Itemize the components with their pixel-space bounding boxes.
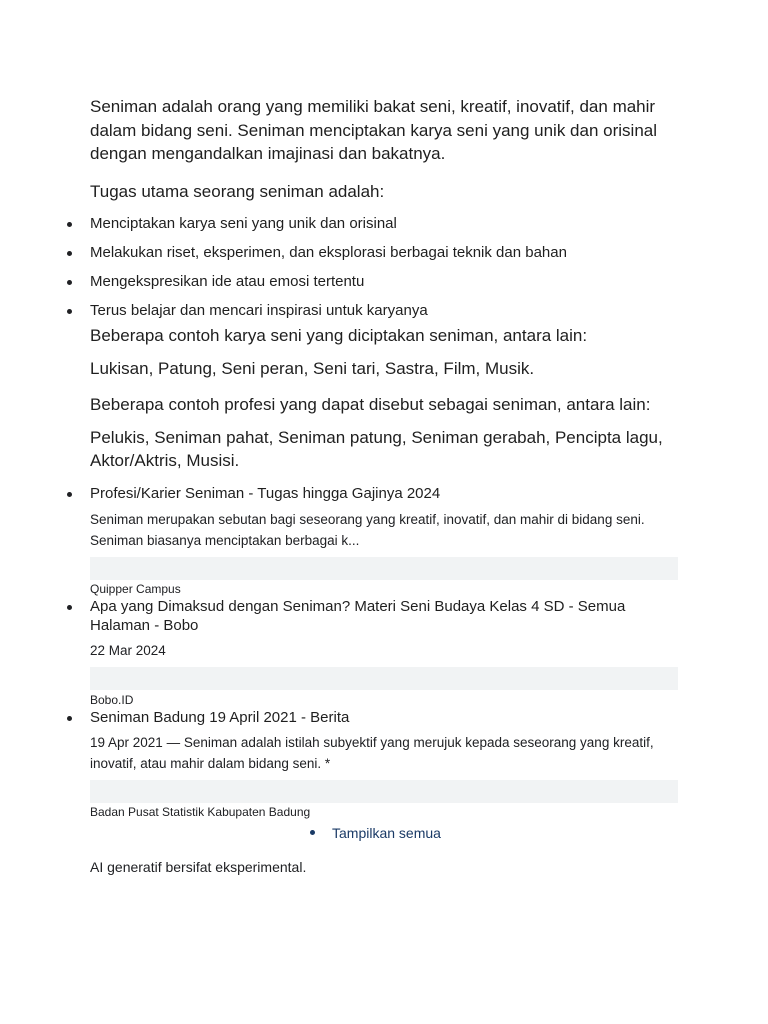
source-divider	[90, 780, 678, 803]
bullet-icon	[67, 605, 72, 610]
source-site: Quipper Campus	[90, 582, 181, 596]
artworks-heading: Beberapa contoh karya seni yang diciptakan seniman, antara lain:	[90, 326, 588, 345]
source-snippet-line: 19 Apr 2021 — Seniman adalah istilah subyektif yang merujuk kepada seseorang yang kreatif,	[90, 735, 654, 750]
bullet-icon	[67, 716, 72, 721]
professions-line-2: Aktor/Aktris, Musisi.	[90, 451, 240, 470]
source-divider	[90, 667, 678, 690]
task-item: Melakukan riset, eksperimen, dan eksplorasi berbagai teknik dan bahan	[90, 244, 567, 261]
ai-disclaimer: AI generatif bersifat eksperimental.	[90, 859, 307, 875]
bullet-icon	[67, 251, 72, 256]
professions-heading: Beberapa contoh profesi yang dapat disebut sebagai seniman, antara lain:	[90, 395, 651, 414]
source-title[interactable]: Profesi/Karier Seniman - Tugas hingga Gajinya 2024	[90, 485, 441, 502]
intro-paragraph-line-2: dalam bidang seni. Seniman menciptakan karya seni yang unik dan orisinal	[90, 121, 658, 140]
source-snippet-line: 22 Mar 2024	[90, 643, 166, 658]
bullet-icon	[67, 492, 72, 497]
task-item: Terus belajar dan mencari inspirasi untuk karyanya	[90, 302, 428, 319]
bullet-icon	[67, 309, 72, 314]
source-title[interactable]: Halaman - Bobo	[90, 617, 199, 634]
source-title[interactable]: Seniman Badung 19 April 2021 - Berita	[90, 709, 350, 726]
bullet-icon	[67, 280, 72, 285]
task-item: Menciptakan karya seni yang unik dan orisinal	[90, 215, 397, 232]
artworks-list: Lukisan, Patung, Seni peran, Seni tari, Sastra, Film, Musik.	[90, 359, 535, 378]
bullet-icon	[310, 830, 315, 835]
intro-paragraph-line-3: dengan mengandalkan imajinasi dan bakatnya.	[90, 144, 446, 163]
tasks-heading: Tugas utama seorang seniman adalah:	[90, 182, 385, 201]
source-site: Bobo.ID	[90, 693, 134, 707]
bullet-icon	[67, 222, 72, 227]
source-site: Badan Pusat Statistik Kabupaten Badung	[90, 805, 311, 819]
intro-paragraph-line-1: Seniman adalah orang yang memiliki bakat seni, kreatif, inovatif, dan mahir	[90, 97, 656, 116]
source-snippet-line: Seniman biasanya menciptakan berbagai k...	[90, 533, 360, 548]
show-all-link[interactable]: Tampilkan semua	[332, 825, 441, 841]
source-title[interactable]: Apa yang Dimaksud dengan Seniman? Materi Seni Budaya Kelas 4 SD - Semua	[90, 598, 626, 615]
source-snippet-line: Seniman merupakan sebutan bagi seseorang yang kreatif, inovatif, dan mahir di bidang seni.	[90, 512, 645, 527]
task-item: Mengekspresikan ide atau emosi tertentu	[90, 273, 365, 290]
professions-line-1: Pelukis, Seniman pahat, Seniman patung, Seniman gerabah, Pencipta lagu,	[90, 428, 663, 447]
source-snippet-line: inovatif, atau mahir dalam bidang seni. *	[90, 756, 331, 771]
source-divider	[90, 557, 678, 580]
